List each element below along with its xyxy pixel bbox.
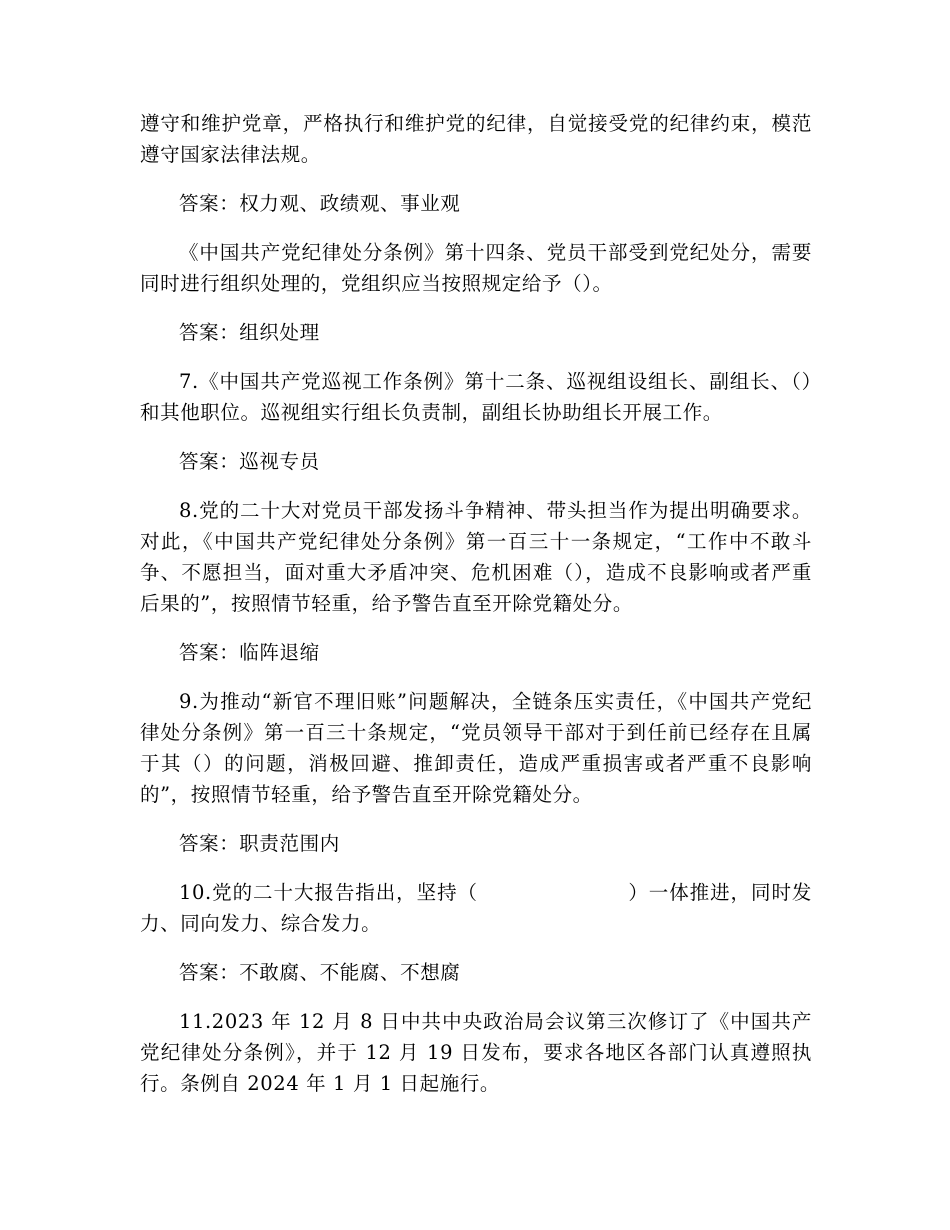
answer-7: 答案：巡视专员	[179, 450, 320, 473]
question-10-start: 10.党的二十大报告指出，坚持（	[179, 881, 478, 904]
answer-9: 答案：职责范围内	[179, 832, 340, 855]
question-7: 7.《中国共产党巡视工作条例》第十二条、巡视组设组长、副组长、（）和其他职位。巡视组实行组长负责制，副组长协助组长开展工作。	[140, 370, 812, 424]
question-6: 《中国共产党纪律处分条例》第十四条、党员干部受到党纪处分，需要同时进行组织处理的，党组织应当按照规定给予（）。	[140, 241, 812, 295]
question-10	[140, 877, 812, 939]
answer-8: 答案：临阵退缩	[179, 641, 320, 664]
question-11: 11.2023 年 12 月 8 日中共中央政治局会议第三次修订了《中国共产党纪律处分条例》，并于 12 月 19 日发布，要求各地区各部门认真遵照执行。条例自 2024 年 1 月 1 日起施行。	[140, 1010, 812, 1095]
paragraph-continuation: 遵守和维护党章，严格执行和维护党的纪律，自觉接受党的纪律约束，模范遵守国家法律法规。	[140, 112, 812, 166]
answer-6: 答案：组织处理	[179, 321, 320, 344]
question-9: 9.为推动“新官不理旧账”问题解决，全链条压实责任，《中国共产党纪律处分条例》第一百三十条规定，“党员领导干部对于到任前已经存在且属于其（）的问题，消极回避、推卸责任，造成严重损害或者严重不良影响的”，按照情节轻重，给予警告直至开除党籍处分。	[140, 690, 812, 806]
question-8: 8.党的二十大对党员干部发扬斗争精神、带头担当作为提出明确要求。对此，《中国共产党纪律处分条例》第一百三十一条规定，“工作中不敢斗争、不愿担当，面对重大矛盾冲突、危机困难（），造成不良影响或者严重后果的”，按照情节轻重，给予警告直至开除党籍处分。	[140, 499, 812, 615]
answer-10: 答案：不敢腐、不能腐、不想腐	[179, 961, 461, 984]
document-body	[140, 108, 812, 1117]
answer-continuation: 答案：权力观、政绩观、事业观	[179, 192, 461, 215]
question-10-end: ）一体推进，同时发力、同向发力、综合发力。	[140, 881, 812, 935]
